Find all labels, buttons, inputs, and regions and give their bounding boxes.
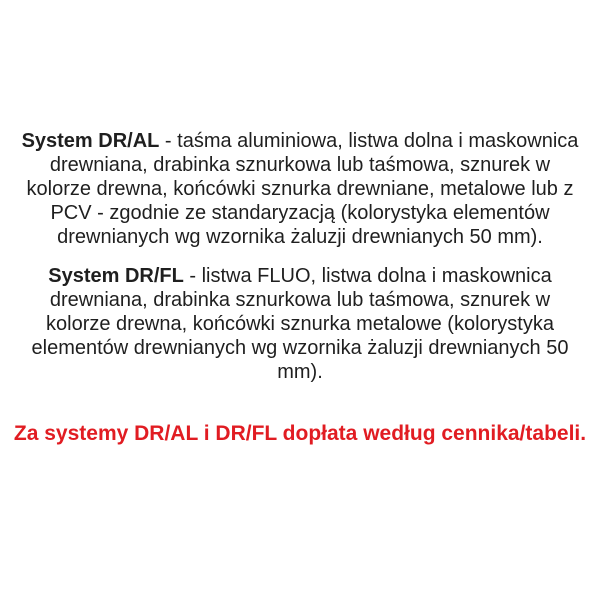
text-segment: - taśma aluminiowa, listwa dolna i maskownica <box>159 130 579 152</box>
text-line <box>0 264 600 288</box>
text-line: elementów drewnianych wg wzornika żaluzji drewnianych 50 <box>31 337 569 359</box>
text-line: drewniana, drabinka sznurkowa lub taśmowa, sznurek w <box>49 289 551 311</box>
text-line: PCV - zgodnie ze standaryzacją (kolorystyka elementów <box>50 202 550 224</box>
text-line <box>0 129 600 153</box>
text-line: drewniana, drabinka sznurkowa lub taśmowa, sznurek w <box>49 154 551 176</box>
text-line: kolorze drewna, końcówki sznurka metalowe (kolorystyka <box>46 313 554 335</box>
text-segment: - listwa FLUO, listwa dolna i maskownica <box>183 265 552 287</box>
surcharge-notice: Za systemy DR/AL i DR/FL dopłata według cennika/tabeli. <box>13 422 587 445</box>
system-drfl-label: System DR/FL <box>48 265 184 287</box>
paragraph-system-dral <box>0 129 600 249</box>
system-dral-label: System DR/AL <box>21 130 160 152</box>
text-line: drewnianych wg wzornika żaluzji drewnianych 50 mm). <box>57 226 543 248</box>
text-line: kolorze drewna, końcówki sznurka drewniane, metalowe lub z <box>26 178 574 200</box>
paragraph-system-drfl <box>0 264 600 384</box>
text-line: mm). <box>277 361 323 383</box>
